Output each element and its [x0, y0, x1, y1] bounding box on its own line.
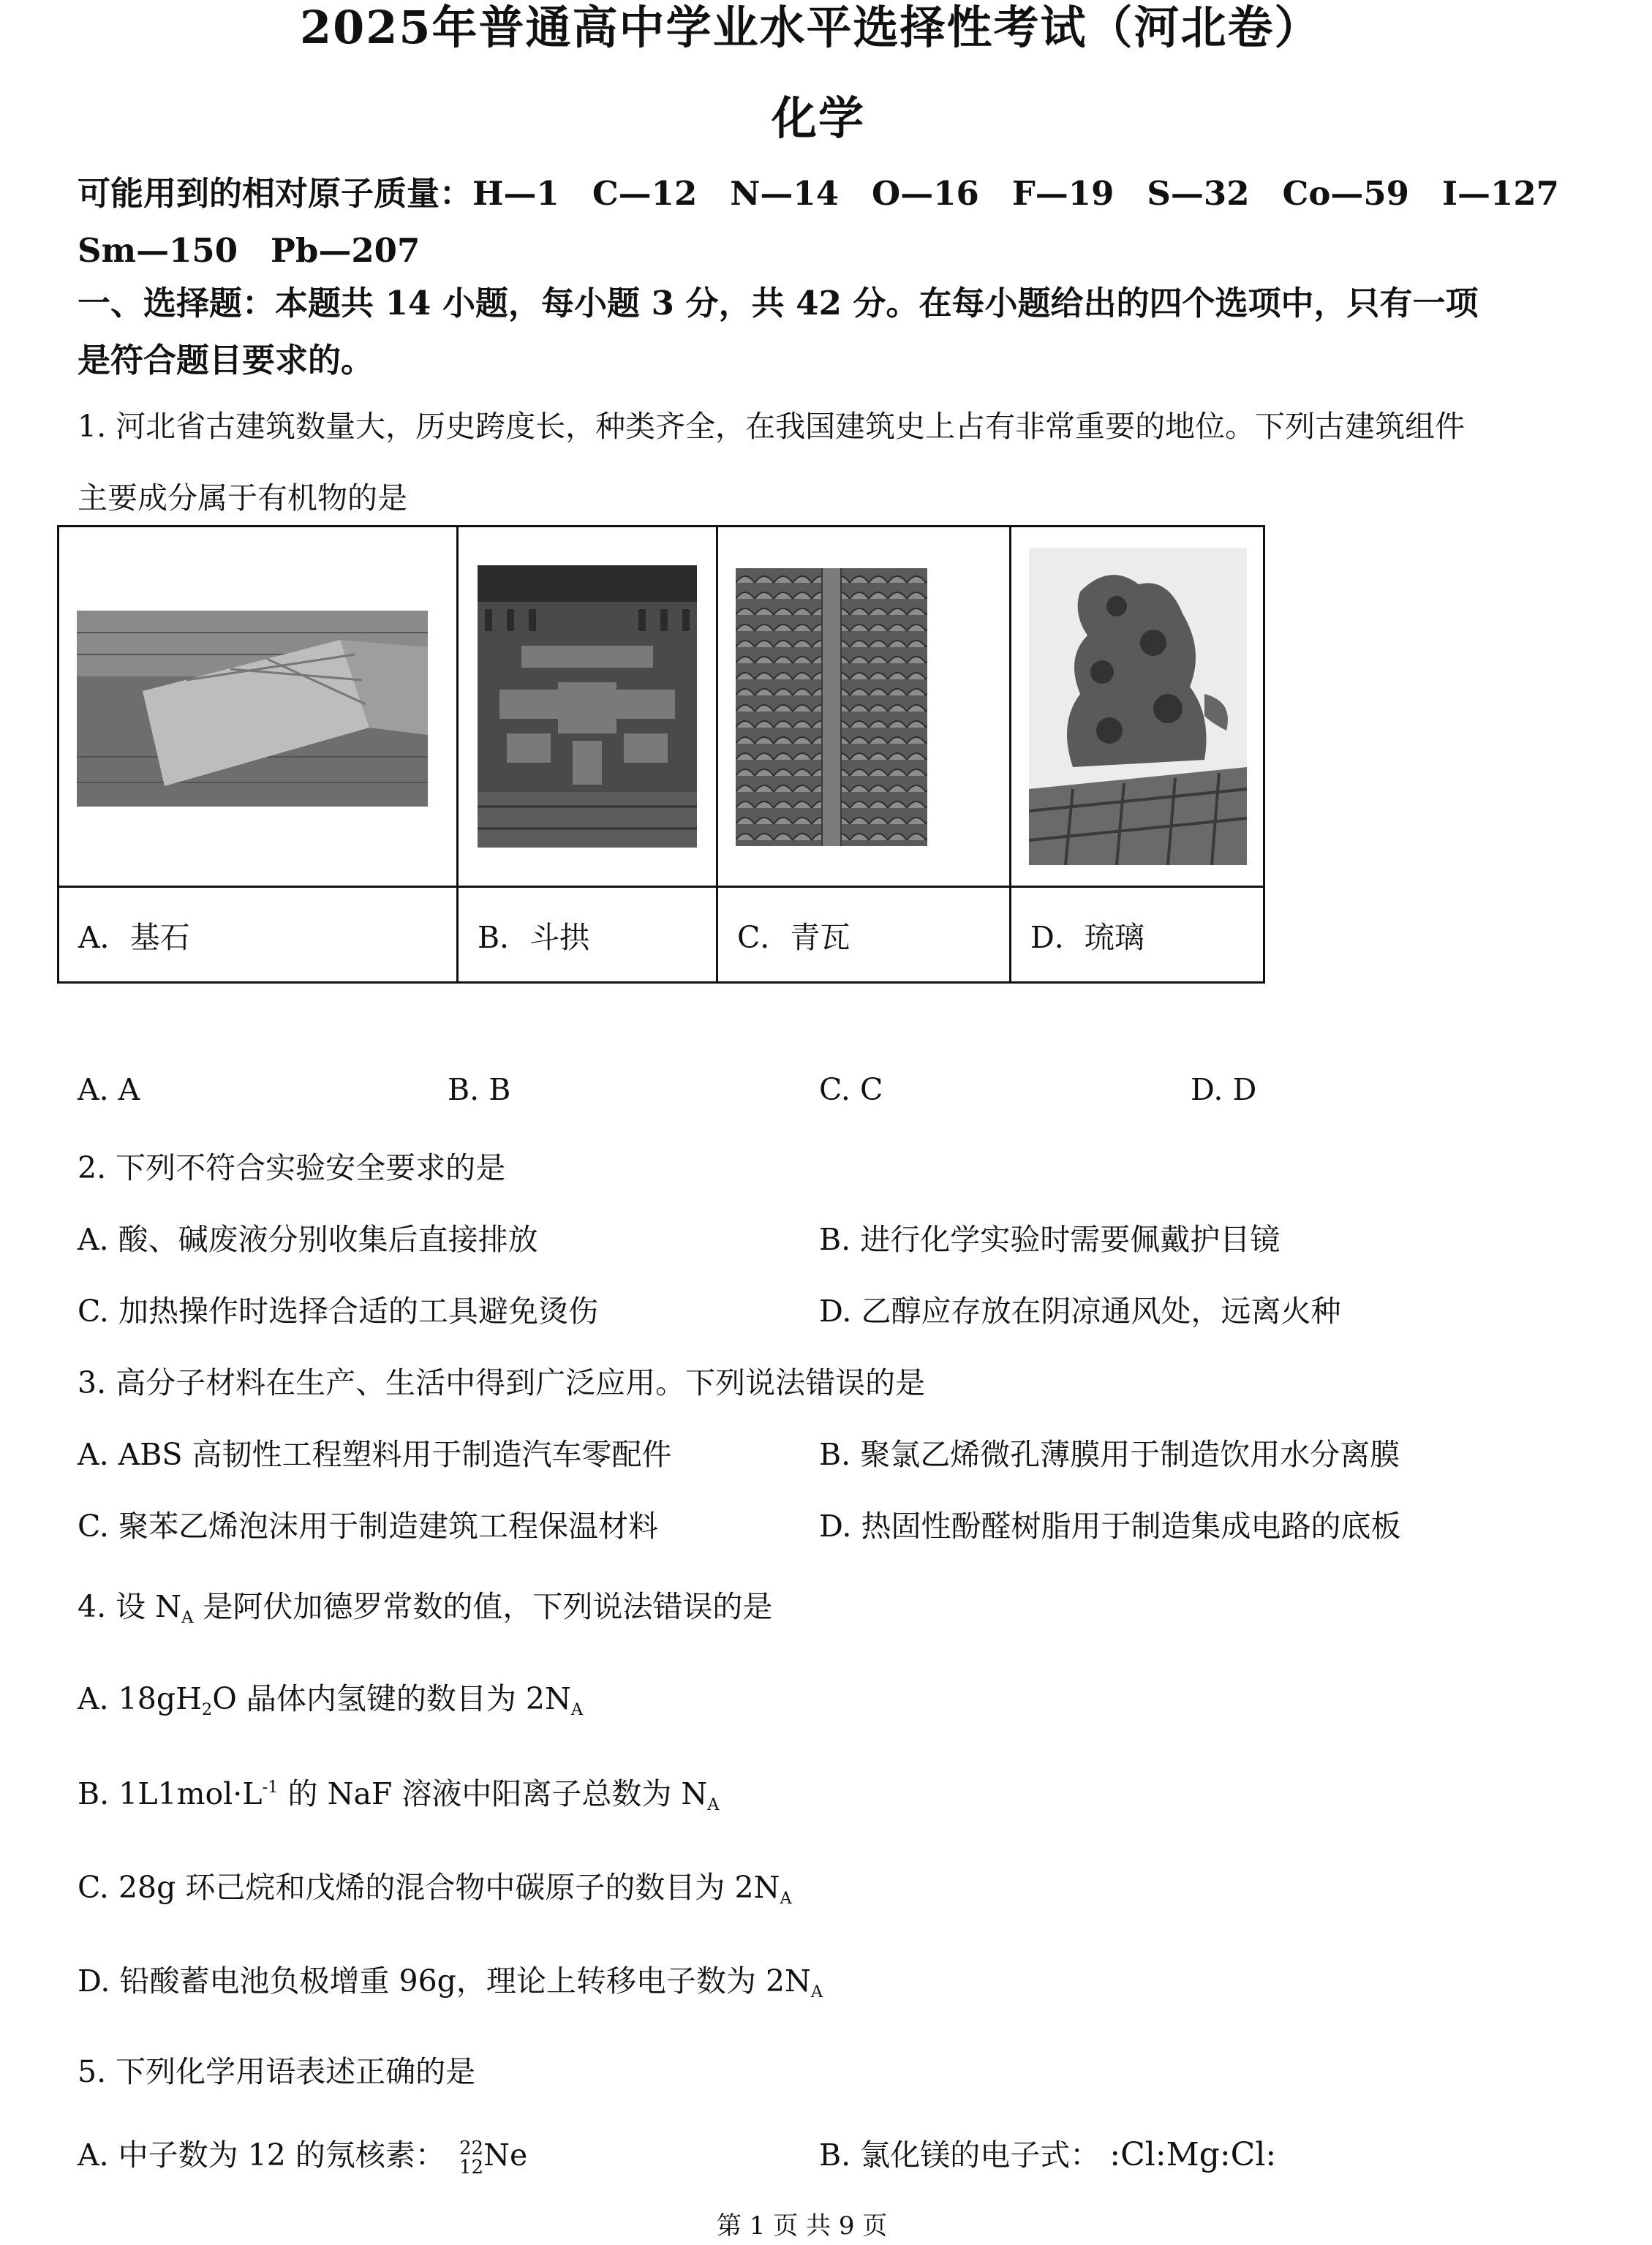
exam-title: 2025年普通高中学业水平选择性考试（河北卷） — [300, 1, 1321, 54]
section-heading-line1: 一、选择题：本题共 14 小题，每小题 3 分，共 42 分。在每小题给出的四个选项中，只有一项 — [78, 284, 1479, 322]
table-label-d: D．琉璃 — [1011, 887, 1264, 983]
page-footer: 第 1 页 共 9 页 — [717, 2211, 888, 2241]
subject-title: 化学 — [772, 91, 866, 145]
grey-roof-tiles-photo — [736, 568, 927, 846]
mgcl2-electron-formula: :Cl:Mg:Cl: — [1109, 2136, 1277, 2173]
nuclide-numbers: 22 12 — [459, 2137, 484, 2178]
section-heading-line2: 是符合题目要求的。 — [78, 341, 374, 380]
q4-option-d[interactable]: D. 铅酸蓄电池负极增重 96g，理论上转移电子数为 $2N_A$ — [78, 1963, 823, 2001]
dougong-bracket-photo — [478, 565, 697, 848]
q3-option-b[interactable]: B. 聚氯乙烯微孔薄膜用于制造饮用水分离膜 — [819, 1437, 1400, 1472]
q2-option-d[interactable]: D. 乙醇应存放在阴凉通风处，远离火种 — [819, 1294, 1341, 1329]
q2-option-a[interactable]: A. 酸、碱废液分别收集后直接排放 — [78, 1222, 538, 1257]
atomic-masses-line1: 可能用到的相对原子质量：H—1 C—12 N—14 O—16 F—19 S—32 Co—59 I—127 — [78, 174, 1559, 213]
q2-option-c[interactable]: C. 加热操作时选择合适的工具避免烫伤 — [78, 1294, 598, 1329]
table-label-a: A．基石 — [59, 887, 458, 983]
table-label-b: B．斗拱 — [458, 887, 717, 983]
image-cell-d — [1011, 527, 1264, 887]
image-cell-c — [717, 527, 1011, 887]
q1-image-table — [57, 525, 1265, 984]
image-cell-a — [59, 527, 458, 887]
q2-option-b[interactable]: B. 进行化学实验时需要佩戴护目镜 — [819, 1222, 1281, 1257]
q2-stem: 2. 下列不符合实验安全要求的是 — [78, 1150, 506, 1185]
q1-option-a[interactable]: A. A — [78, 1072, 140, 1107]
q5-option-b[interactable]: B. 氯化镁的电子式： :Cl:Mg:Cl: — [819, 2136, 1277, 2173]
q1-option-c[interactable]: C. C — [819, 1072, 883, 1107]
q5-option-a[interactable]: A. 中子数为 12 的氖核素： 22 12 Ne — [78, 2137, 528, 2178]
q1-option-d[interactable]: D. D — [1191, 1072, 1257, 1107]
q1-stem-line2: 主要成分属于有机物的是 — [78, 480, 407, 516]
q3-option-d[interactable]: D. 热固性酚醛树脂用于制造集成电路的底板 — [819, 1509, 1401, 1544]
q4-option-b[interactable]: B. $1L1mol\cdot L^{-1}$ 的 NaF 溶液中阳离子总数为 $N_A$ — [78, 1776, 720, 1814]
q3-option-a[interactable]: A. ABS 高韧性工程塑料用于制造汽车零配件 — [78, 1437, 672, 1472]
q4-stem: 4. 设 $N_A$ 是阿伏加德罗常数的值，下列说法错误的是 — [78, 1589, 773, 1627]
image-cell-b — [458, 527, 717, 887]
q4-option-c[interactable]: C. 28g 环己烷和戊烯的混合物中碳原子的数目为 $2N_A$ — [78, 1870, 792, 1908]
glazed-dragon-ornament-photo — [1029, 548, 1247, 865]
q5-stem: 5. 下列化学用语表述正确的是 — [78, 2054, 476, 2089]
stone-foundation-photo — [77, 611, 428, 807]
q1-option-b[interactable]: B. B — [448, 1072, 511, 1107]
q3-stem: 3. 高分子材料在生产、生活中得到广泛应用。下列说法错误的是 — [78, 1365, 926, 1400]
table-label-c: C．青瓦 — [717, 887, 1011, 983]
q1-stem-line1: 1. 河北省古建筑数量大，历史跨度长，种类齐全，在我国建筑史上占有非常重要的地位。下列古建筑组件 — [78, 409, 1466, 444]
q3-option-c[interactable]: C. 聚苯乙烯泡沫用于制造建筑工程保温材料 — [78, 1509, 658, 1544]
atomic-masses-line2: Sm—150 Pb—207 — [78, 231, 420, 270]
q4-option-a[interactable]: A. $18gH_2O$ 晶体内氢键的数目为 $2N_A$ — [78, 1681, 584, 1719]
